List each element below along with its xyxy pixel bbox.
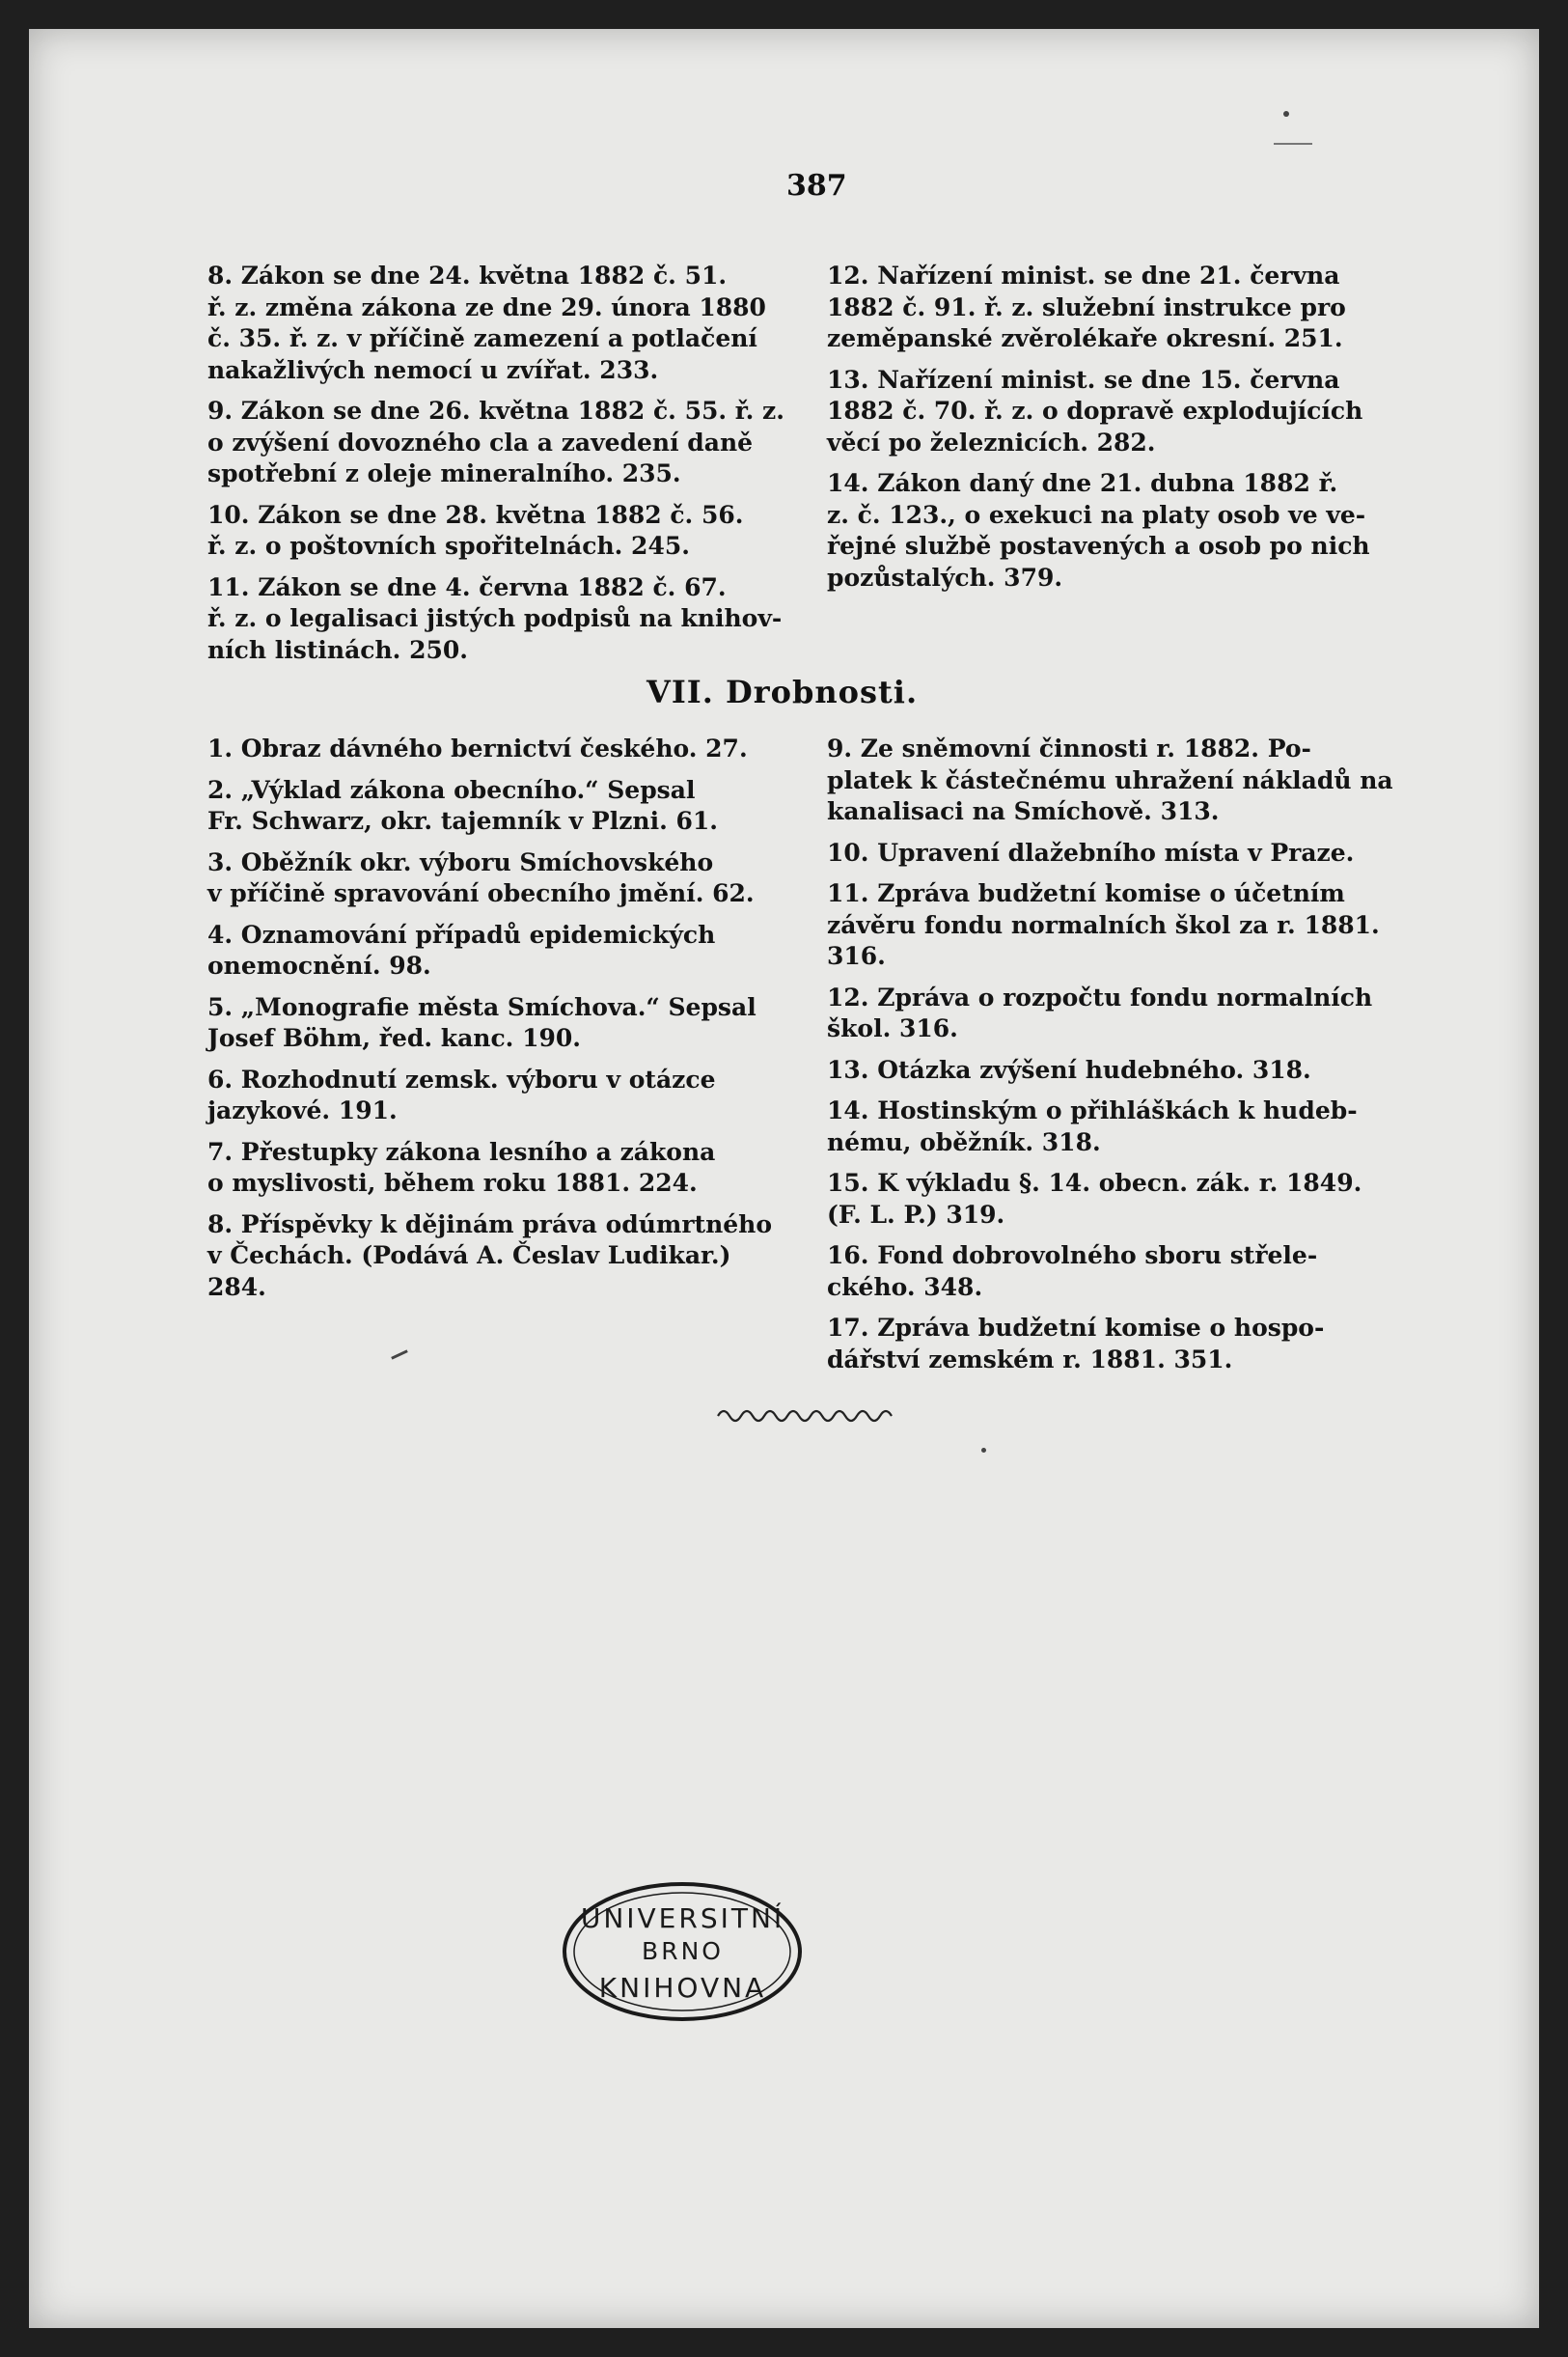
entry-11-zakon: 11. Zákon se dne 4. června 1882 č. 67. ř. z. o legalisaci jistých podpisů na knihov- ních listinách. 250. bbox=[207, 572, 783, 664]
drobnosti-entry-14: 14. Hostinským o přihláškách k hudeb- nému, oběžník. 318. bbox=[827, 1096, 1358, 1156]
page-number: 387 bbox=[786, 169, 847, 203]
scan-speck bbox=[391, 1349, 408, 1359]
entry-14-zakon: 14. Zákon daný dne 21. dubna 1882 ř. z. č. 123., o exekuci na platy osob ve ve- řejné službě postavených a osob po nich pozůstalých. 379. bbox=[827, 469, 1370, 592]
page-sheet bbox=[29, 29, 1539, 2328]
entry-9-zakon: 9. Zákon se dne 26. května 1882 č. 55. ř. z. o zvýšení dovozného cla a zavedení daně spotřební z oleje mineralního. 235. bbox=[207, 397, 784, 487]
wavy-ornament bbox=[716, 1404, 899, 1426]
drobnosti-entry-7: 7. Přestupky zákona lesního a zákona o myslivosti, během roku 1881. 224. bbox=[207, 1137, 716, 1197]
drobnosti-entry-15: 15. K výkladu §. 14. obecn. zák. r. 1849. (F. L. P.) 319. bbox=[827, 1169, 1362, 1229]
drobnosti-entry-8: 8. Příspěvky k dějinám práva odúmrtného v Čechách. (Podává A. Česlav Ludikar.) 284. bbox=[207, 1209, 773, 1301]
top-right-column bbox=[827, 261, 1411, 603]
entry-12-narizeni: 12. Nařízení minist. se dne 21. června 1882 č. 91. ř. z. služební instrukce pro zeměpanské zvěrolékaře okresní. 251. bbox=[827, 262, 1346, 352]
drobnosti-entry-16: 16. Fond dobrovolného sboru střele- ckého. 348. bbox=[827, 1241, 1318, 1301]
library-stamp bbox=[560, 1877, 806, 2027]
stamp-text-line-2: BRNO bbox=[642, 1937, 724, 1965]
stamp-text-line-1: UNIVERSITNÍ bbox=[580, 1902, 785, 1934]
entry-10-zakon: 10. Zákon se dne 28. května 1882 č. 56. ř. z. o poštovních spořitelnách. 245. bbox=[207, 500, 744, 560]
drobnosti-entry-6: 6. Rozhodnutí zemsk. výboru v otázce jazykové. 191. bbox=[207, 1065, 716, 1124]
drobnosti-entry-9: 9. Ze sněmovní činnosti r. 1882. Po- platek k částečnému uhražení nákladů na kanalisaci na Smíchově. 313. bbox=[827, 735, 1393, 825]
drobnosti-entry-11: 11. Zpráva budžetní komise o účetním závěru fondu normalních škol za r. 1881. 316. bbox=[827, 879, 1380, 970]
drobnosti-entry-13: 13. Otázka zvýšení hudebného. 318. bbox=[827, 1055, 1311, 1084]
scan-speck bbox=[1283, 111, 1289, 117]
drobnosti-entry-17: 17. Zpráva budžetní komise o hospo- dářství zemském r. 1881. 351. bbox=[827, 1314, 1325, 1373]
drobnosti-entry-1: 1. Obraz dávného bernictví českého. 27. bbox=[207, 735, 748, 763]
drobnosti-entry-2: 2. „Výklad zákona obecního.“ Sepsal Fr. Schwarz, okr. tajemník v Plzni. 61. bbox=[207, 775, 718, 835]
stamp-text-line-3: KNIHOVNA bbox=[598, 1972, 767, 2004]
drobnosti-entry-3: 3. Oběžník okr. výboru Smíchovského v příčině spravování obecního jmění. 62. bbox=[207, 847, 755, 907]
bottom-right-column bbox=[827, 734, 1411, 1385]
section-heading: VII. Drobnosti. bbox=[646, 674, 919, 710]
top-left-column bbox=[207, 261, 786, 676]
scan-speck bbox=[981, 1448, 986, 1453]
drobnosti-entry-12: 12. Zpráva o rozpočtu fondu normalních škol. 316. bbox=[827, 983, 1373, 1042]
drobnosti-entry-4: 4. Oznamování případů epidemických onemocnění. 98. bbox=[207, 920, 716, 980]
drobnosti-entry-10: 10. Upravení dlažebního místa v Praze. bbox=[827, 838, 1355, 867]
entry-8-zakon: 8. Zákon se dne 24. května 1882 č. 51. ř. z. změna zákona ze dne 29. února 1880 č. 35. ř. z. v příčině zamezení a potlačení nakažlivých nemocí u zvířat. 233. bbox=[207, 262, 766, 384]
drobnosti-entry-5: 5. „Monografie města Smíchova.“ Sepsal Josef Böhm, řed. kanc. 190. bbox=[207, 992, 756, 1052]
entry-13-narizeni: 13. Nařízení minist. se dne 15. června 1882 č. 70. ř. z. o dopravě explodujících věcí po železnicích. 282. bbox=[827, 365, 1363, 457]
bottom-left-column bbox=[207, 734, 786, 1313]
scan-dash bbox=[1274, 143, 1312, 145]
